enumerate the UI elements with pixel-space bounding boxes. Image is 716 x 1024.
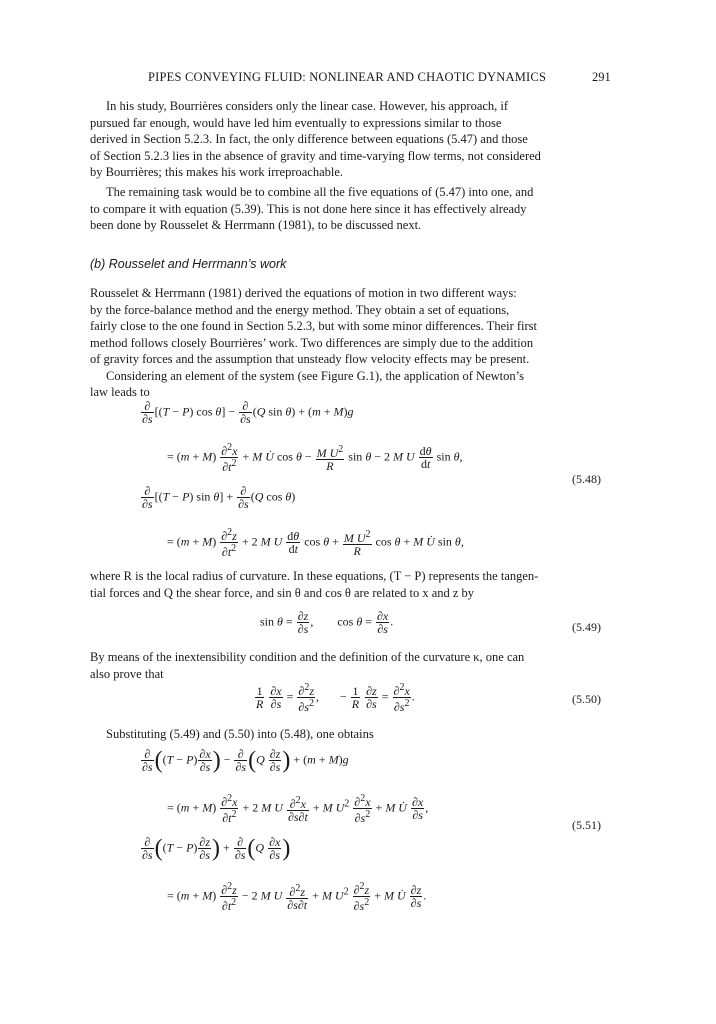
page-number: 291 <box>592 70 611 84</box>
paragraph-6 <box>106 726 626 743</box>
text-line: law leads to <box>90 385 150 399</box>
text-line: derived in Section 5.2.3. In fact, the only difference between equations (5.47) and those <box>90 132 528 146</box>
text-line: pursued far enough, would have led him eventually to expressions similar to those <box>90 115 502 130</box>
equation-number: (5.48) <box>572 472 601 486</box>
paragraph-1 <box>90 98 626 181</box>
text-line: In his study, Bourrières considers only the linear case. However, his approach, if <box>106 99 509 113</box>
text-line: By means of the inextensibility condition and the definition of the curvature κ, one can <box>90 650 525 664</box>
equation-number: (5.51) <box>572 818 601 832</box>
paragraph-2 <box>90 184 626 234</box>
text-line: Substituting (5.49) and (5.50) into (5.48), one obtains <box>106 727 374 741</box>
text-line: by Bourrières; this makes his work irreproachable. <box>90 165 344 179</box>
equation-5-51-line-4: = (m + M) $\frac{\partial^2z}{\partial t^2}$ − 2 M U $\frac{\partial^2z}{\partial s\partial t}$ + M $U^2$ $\frac{\partial^2z}{\partial s^2}$ + M U̇ $\frac{\partial z}{\partial s}$ . <box>167 881 427 913</box>
text-line: where R is the local radius of curvature. In these equations, (T − P) represents the tangen- <box>90 569 539 583</box>
paragraph-3 <box>90 285 626 401</box>
equation-5-50: $\frac{1}{R}$ $\frac{\partial x}{\partial s}$ = $\frac{\partial^2z}{\partial s^2}$ , − $\frac{1}{R}$ $\frac{\partial z}{\partial s}$ = $\frac{\partial^2x}{\partial s^2}$ . <box>256 682 415 714</box>
text-line: also prove that <box>90 666 164 681</box>
text-line: Rousselet & Herrmann (1981) derived the equations of motion in two different ways: <box>90 286 517 300</box>
text-line: method follows closely Bourrières’ work. Two differences are simply due to the addition <box>90 335 534 350</box>
equation-5-48-line-1: $\frac{\partial}{\partial s}$ [(T − P) cos θ] − $\frac{\partial}{\partial s}$ (Q sin θ) + (m + M)g <box>142 399 354 426</box>
paragraph-4 <box>90 568 626 601</box>
equation-5-51-line-2: = (m + M) $\frac{\partial^2x}{\partial t^2}$ + 2 M U $\frac{\partial^2x}{\partial s\partial t}$ + M $U^2$ $\frac{\partial^2x}{\partial s^2}$ + M U̇ $\frac{\partial x}{\partial s}$ , <box>167 793 429 825</box>
equation-5-48-line-4: = (m + M) $\frac{\partial^2z}{\partial t^2}$ + 2 M U $\frac{d\theta}{dt}$ cos θ + $\frac{M U^2}{R}$ cos θ + M U̇ sin θ, <box>167 527 464 559</box>
section-subheading: (b) Rousselet and Herrmann’s work <box>90 257 287 271</box>
equation-number: (5.50) <box>572 692 601 706</box>
equation-5-48-line-2: = (m + M) $\frac{\partial^2x}{\partial t^2}$ + M U̇ cos θ − $\frac{M U^2}{R}$ sin θ − 2 M U $\frac{d\theta}{dt}$ sin θ, <box>167 442 463 474</box>
paragraph-5 <box>90 649 626 682</box>
text-line: of Section 5.2.3 lies in the absence of gravity and time-varying flow terms, not considered <box>90 148 541 163</box>
text-line: by the force-balance method and the energy method. They obtain a set of equations, <box>90 302 510 317</box>
text-line: fairly close to the one found in Section 5.2.3, but with some minor differences. Their first <box>90 319 538 333</box>
running-header: PIPES CONVEYING FLUID: NONLINEAR AND CHAOTIC DYNAMICS <box>148 70 547 84</box>
equation-number: (5.49) <box>572 620 601 634</box>
equation-5-51-line-1: $\frac{\partial}{\partial s}$ ((T − P) $\frac{\partial x}{\partial s}$ ) − $\frac{\partial}{\partial s}$ (Q $\frac{\partial z}{\partial s}$ ) + (m + M)g <box>142 747 349 774</box>
text-line: to compare it with equation (5.39). This is not done here since it has effectively already <box>90 201 527 216</box>
text-line: Considering an element of the system (see Figure G.1), the application of Newton’s <box>106 368 524 383</box>
equation-5-49: sin θ = $\frac{\partial z}{\partial s}$ , cos θ = $\frac{\partial x}{\partial s}$ . <box>260 609 394 636</box>
equation-5-51-line-3: $\frac{\partial}{\partial s}$ ((T − P) $\frac{\partial z}{\partial s}$ ) + $\frac{\partial}{\partial s}$ (Q $\frac{\partial x}{\partial s}$ ) <box>142 835 291 862</box>
text-line: tial forces and Q the shear force, and sin θ and cos θ are related to x and z by <box>90 585 475 600</box>
equation-5-48-line-3: $\frac{\partial}{\partial s}$ [(T − P) sin θ] + $\frac{\partial}{\partial s}$ (Q cos θ) <box>142 484 296 511</box>
text-line: of gravity forces and the assumption that unsteady flow velocity effects may be present. <box>90 352 530 366</box>
text-line: The remaining task would be to combine all the five equations of (5.47) into one, and <box>106 185 534 199</box>
text-line: been done by Rousselet & Herrmann (1981), to be discussed next. <box>90 218 422 232</box>
